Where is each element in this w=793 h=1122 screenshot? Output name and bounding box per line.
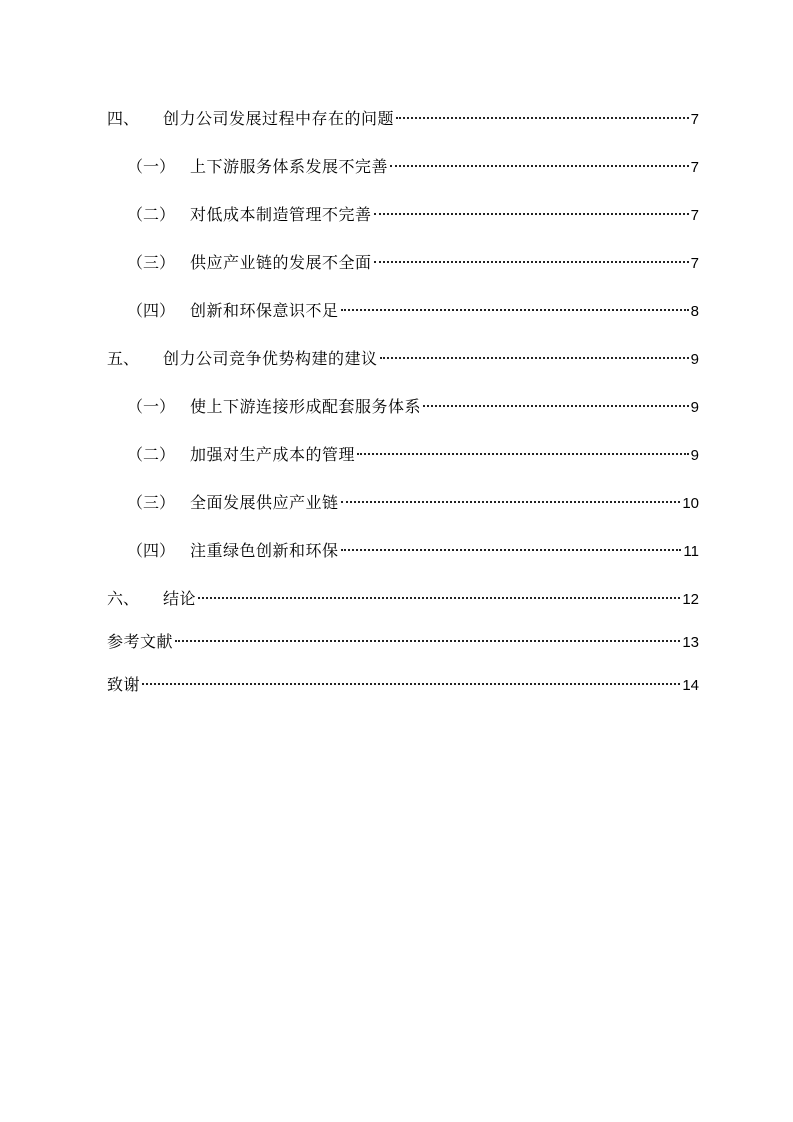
toc-entry-section-5-2[interactable]: [107, 436, 699, 464]
dot-leader: [374, 244, 689, 268]
toc-entry-references[interactable]: [107, 623, 699, 651]
dot-leader: [357, 436, 689, 460]
toc-entry-label: 创新和环保意识不足: [190, 301, 339, 320]
toc-entry-label: 参考文献: [107, 632, 174, 651]
dot-leader: [423, 388, 689, 412]
toc-entry-section-4-2[interactable]: [107, 196, 699, 224]
toc-entry-page: 12: [682, 591, 699, 608]
dot-leader: [374, 196, 689, 220]
toc-entry-section-6[interactable]: [107, 580, 699, 608]
toc-entry-number: （二）: [127, 445, 176, 464]
toc-entry-label: 全面发展供应产业链: [190, 493, 339, 512]
toc-entry-page: 8: [690, 303, 699, 320]
toc-entry-section-5-3[interactable]: [107, 484, 699, 512]
toc-entry-number: （三）: [127, 253, 176, 272]
toc-entry-number: （三）: [127, 493, 176, 512]
toc-entry-page: 7: [690, 255, 699, 272]
toc-entry-label: 创力公司竞争优势构建的建议: [163, 349, 378, 368]
toc-entry-page: 9: [690, 447, 699, 464]
dot-leader: [341, 484, 681, 508]
toc-entry-page: 9: [690, 399, 699, 416]
toc-entry-section-4[interactable]: [107, 100, 699, 128]
toc-entry-label: 致谢: [107, 675, 141, 694]
toc-entry-number: 四、: [107, 109, 140, 128]
toc-entry-label: 对低成本制造管理不完善: [190, 205, 372, 224]
toc-entry-page: 13: [682, 634, 699, 651]
toc-entry-label: 使上下游连接形成配套服务体系: [190, 397, 422, 416]
table-of-contents: [107, 100, 699, 694]
toc-entry-number: 五、: [107, 349, 140, 368]
toc-entry-section-4-4[interactable]: [107, 292, 699, 320]
toc-entry-number: （四）: [127, 541, 176, 560]
dot-leader: [396, 100, 689, 124]
toc-entry-page: 7: [690, 207, 699, 224]
toc-entry-page: 14: [682, 677, 699, 694]
toc-entry-label: 注重绿色创新和环保: [190, 541, 339, 560]
toc-entry-number: （一）: [127, 397, 176, 416]
toc-entry-number: （一）: [127, 157, 176, 176]
dot-leader: [198, 580, 680, 604]
toc-entry-page: 9: [690, 351, 699, 368]
toc-entry-section-5[interactable]: [107, 340, 699, 368]
dot-leader: [341, 292, 689, 316]
toc-entry-label: 结论: [163, 589, 197, 608]
toc-entry-page: 7: [690, 159, 699, 176]
toc-entry-section-5-4[interactable]: [107, 532, 699, 560]
toc-entry-label: 上下游服务体系发展不完善: [190, 157, 389, 176]
toc-entry-page: 10: [682, 495, 699, 512]
toc-entry-number: （二）: [127, 205, 176, 224]
dot-leader: [142, 666, 680, 690]
toc-entry-acknowledgements[interactable]: [107, 666, 699, 694]
dot-leader: [175, 623, 680, 647]
dot-leader: [341, 532, 682, 556]
toc-entry-number: 六、: [107, 589, 140, 608]
dot-leader: [390, 148, 689, 172]
toc-entry-section-4-3[interactable]: [107, 244, 699, 272]
toc-entry-page: 7: [690, 111, 699, 128]
dot-leader: [380, 340, 689, 364]
toc-entry-section-5-1[interactable]: [107, 388, 699, 416]
toc-entry-section-4-1[interactable]: [107, 148, 699, 176]
toc-entry-label: 创力公司发展过程中存在的问题: [163, 109, 395, 128]
toc-entry-label: 供应产业链的发展不全面: [190, 253, 372, 272]
toc-entry-label: 加强对生产成本的管理: [190, 445, 356, 464]
toc-entry-number: （四）: [127, 301, 176, 320]
toc-entry-page: 11: [683, 543, 699, 560]
